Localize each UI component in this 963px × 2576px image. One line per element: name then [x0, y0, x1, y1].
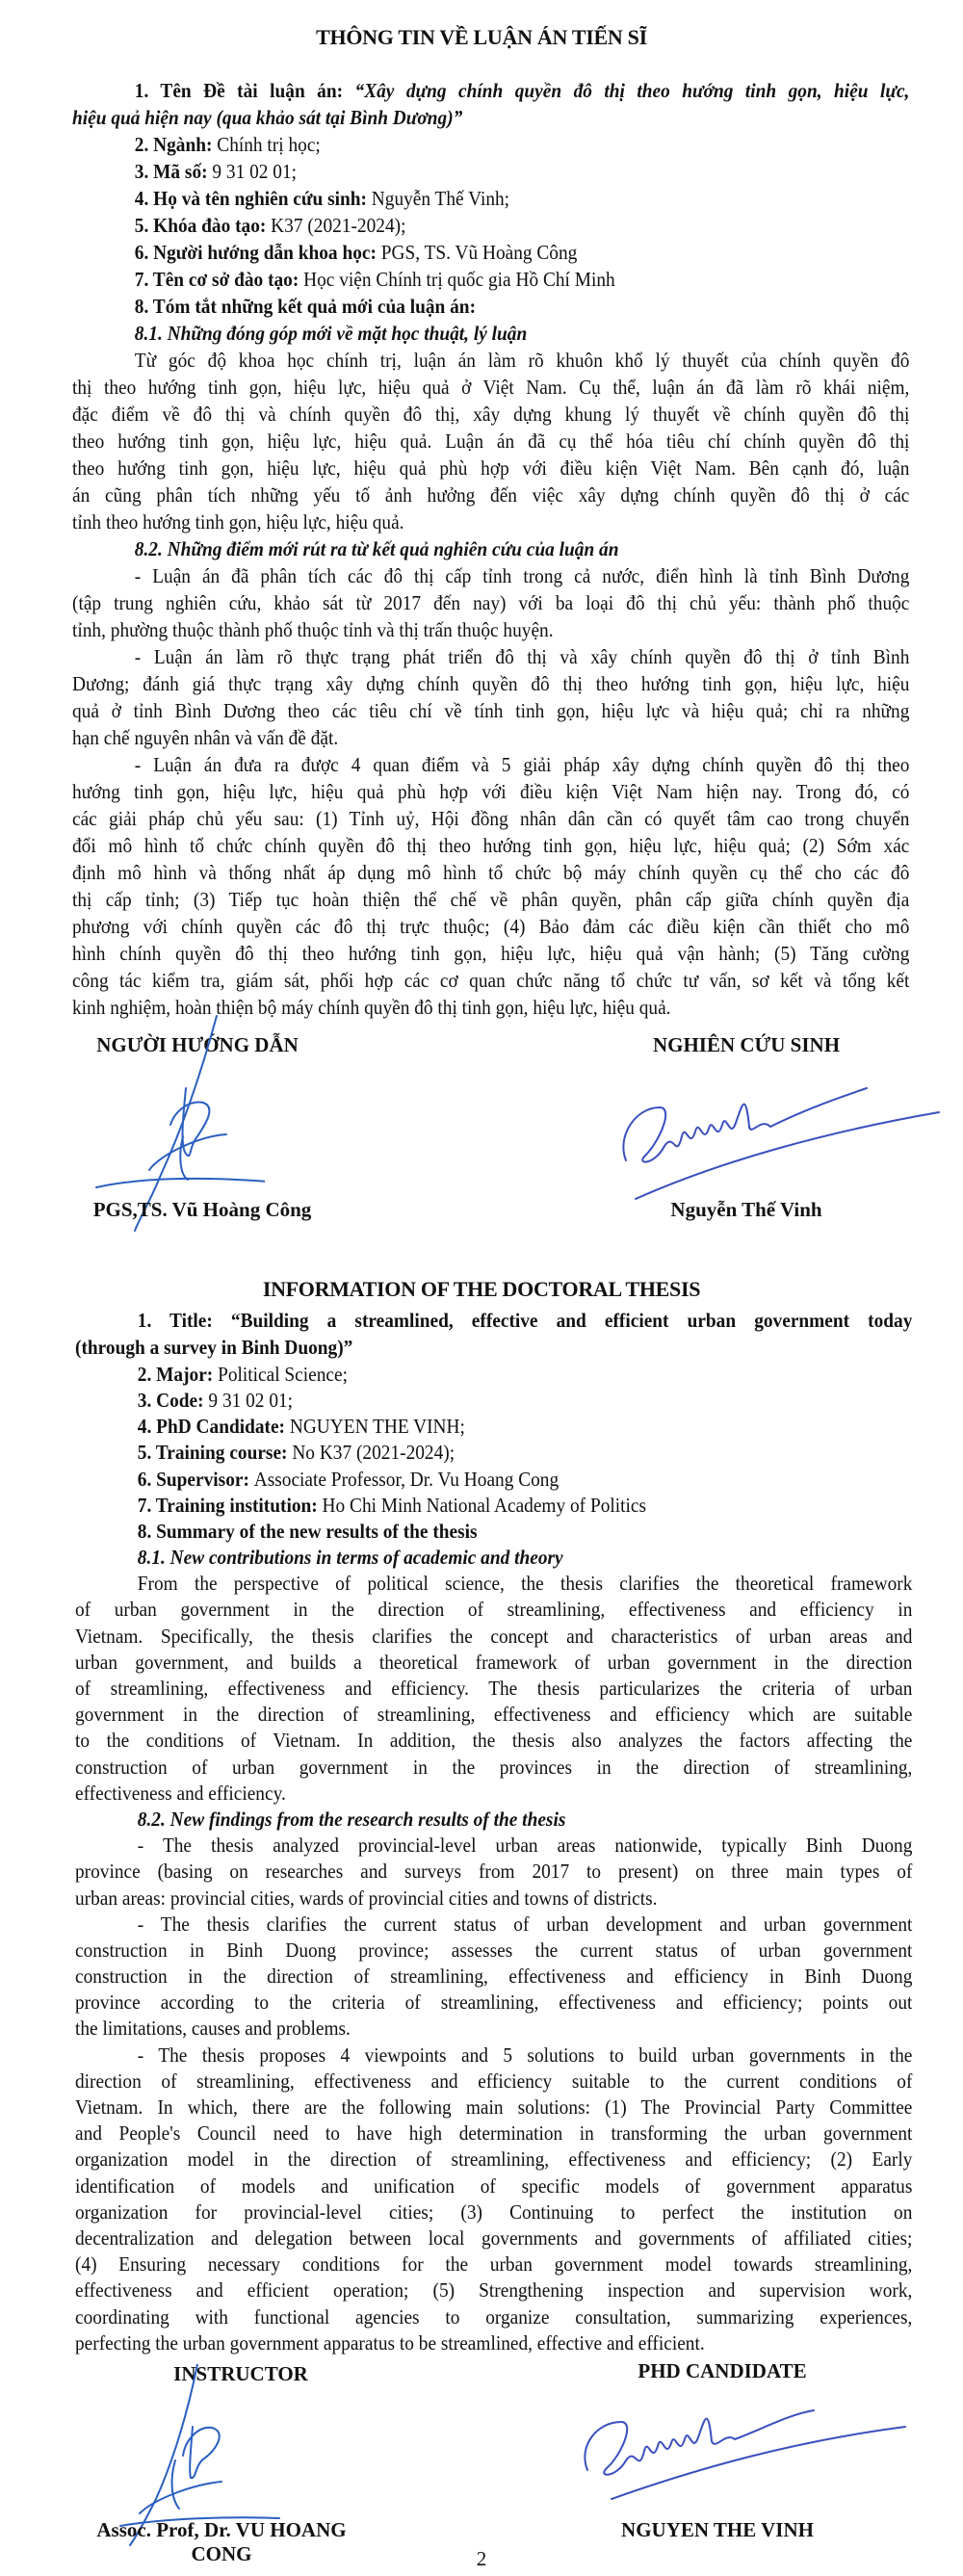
en-item1: 1. Title: “Building a streamlined, effective and efficient urban government today	[137, 1309, 913, 1332]
en-candidate-label: PHD CANDIDATE	[638, 2359, 807, 2382]
vi-s82-paragraph-2	[72, 643, 909, 751]
paragraph-line: the limitations, causes and problems.	[75, 2017, 351, 2041]
en-item1-cont: (through a survey in Binh Duong)”	[75, 1336, 353, 1360]
paragraph-line: - The thesis clarifies the current status of urban development and urban government	[137, 1912, 913, 1936]
en-s82-paragraph-2	[75, 1912, 912, 2043]
paragraph-line: kinh nghiệm, hoàn thiện bộ máy chính quyền đô thị tinh gọn, hiệu lực, hiệu quả.	[72, 996, 671, 1019]
paragraph-line: (4) Ensuring necessary conditions for the urban government model towards streamlining,	[75, 2252, 913, 2277]
paragraph-line: government in the direction of streamlining, effectiveness and efficiency which are suitable	[75, 1703, 913, 1727]
vi-item2: 2. Ngành: Chính trị học;	[134, 133, 321, 156]
paragraph-line: - Luận án làm rõ thực trạng phát triển đô thị và xây chính quyền đô thị ở tỉnh Bình	[134, 645, 910, 668]
paragraph-line: định mô hình và thống nhất áp dụng mô hình tổ chức bộ máy chính quyền cụ thể cho các đô	[72, 861, 910, 884]
paragraph-line: and People's Council need to have high determination in transforming the urban government	[75, 2121, 913, 2146]
paragraph-line: thị cấp tỉnh; (3) Tiếp tục hoàn thiện thể chế về phân quyền, phân cấp giữa chính quyền địa	[72, 888, 910, 911]
paragraph-line: đặc điểm về đô thị và chính quyền đô thị, xây dựng khung lý thuyết về chính quyền đô thị	[72, 403, 910, 426]
paragraph-line: các giải pháp chủ yếu sau: (1) Tỉnh uỷ, Hội đồng nhân dân cần có quyết tâm cao trong chuyển	[72, 807, 910, 830]
en-s82-paragraph-3	[75, 2043, 912, 2356]
en-instructor-name: Assoc. Prof, Dr. VU HOANG CONG	[96, 2518, 347, 2565]
en-candidate-signature	[573, 2393, 920, 2509]
paragraph-line: - Luận án đưa ra được 4 quan điểm và 5 giải pháp xây dựng chính quyền đô thị theo	[134, 753, 910, 776]
paragraph-line: construction in the direction of streamlining, effectiveness and efficiency in Binh Duong	[75, 1965, 913, 1989]
vi-instructor-name: PGS,TS. Vũ Hoàng Công	[92, 1198, 312, 1221]
paragraph-line: án cũng phân tích những yếu tố ảnh hưởng đến việc xây dựng chính quyền đô thị ở các	[72, 483, 910, 507]
vi-s82-heading: 8.2. Những điểm mới rút ra từ kết quả nghiên cứu của luận án	[134, 537, 619, 560]
vi-info-block	[72, 77, 910, 1021]
en-candidate-name: NGUYEN THE VINH	[621, 2518, 814, 2541]
vi-item1: 1. Tên Đề tài luận án: “Xây dựng chính quyền đô thị theo hướng tinh gọn, hiệu lực,	[134, 79, 910, 102]
vi-s82-paragraph-1	[72, 562, 909, 643]
vi-item3: 3. Mã số: 9 31 02 01;	[134, 160, 298, 183]
paragraph-line: đổi mô hình tổ chức chính quyền đô thị theo hướng tinh gọn, hiệu lực, hiệu quả; (2) Sớm xác	[72, 834, 910, 857]
paragraph-line: of urban government in the direction of streamlining, effectiveness and efficiency in	[75, 1598, 913, 1622]
paragraph-line: construction in Binh Duong province; assesses the current status of urban government	[75, 1938, 913, 1962]
en-item8: 8. Summary of the new results of the thesis	[137, 1519, 478, 1543]
paragraph-line: province (basing on researches and surveys from 2017 to present) on three main types of	[75, 1860, 913, 1884]
paragraph-line: direction of streamlining, effectiveness and efficiency suitable to the current conditions of	[75, 2069, 913, 2093]
vi-item6: 6. Người hướng dẫn khoa học: PGS, TS. Vũ Hoàng Công	[134, 241, 578, 264]
vi-item8: 8. Tóm tắt những kết quả mới của luận án:	[134, 295, 477, 318]
vi-s82-paragraph-3	[72, 751, 909, 1021]
en-item4: 4. PhD Candidate: NGUYEN THE VINH;	[137, 1415, 465, 1439]
vi-heading: THÔNG TIN VỀ LUẬN ÁN TIẾN SĨ	[316, 25, 647, 49]
paragraph-line: (tập trung nghiên cứu, khảo sát từ 2017 đến nay) với ba loại đô thị chủ yếu: thành phố thuộc	[72, 591, 910, 614]
en-s81-heading: 8.1. New contributions in terms of academic and theory	[137, 1546, 563, 1570]
en-info-block	[75, 1307, 913, 2356]
en-item7: 7. Training institution: Ho Chi Minh National Academy of Politics	[137, 1493, 647, 1517]
en-item3: 3. Code: 9 31 02 01;	[137, 1388, 294, 1412]
paragraph-line: decentralization and delegation between local governments and governments of affiliated cities;	[75, 2225, 913, 2250]
en-heading: INFORMATION OF THE DOCTORAL THESIS	[262, 1277, 701, 1301]
vi-s81-paragraph	[72, 347, 909, 535]
paragraph-line: construction of urban government in the provinces in the direction of streamlining,	[75, 1755, 913, 1779]
paragraph-line: tỉnh theo hướng tinh gọn, hiệu lực, hiệu quả.	[72, 510, 404, 533]
paragraph-line: identification of models and unification of specific models of government apparatus	[75, 2173, 913, 2198]
paragraph-line: theo hướng tinh gọn, hiệu lực, hiệu quả phù hợp với điều kiện Việt Nam. Bên cạnh đó, luận	[72, 456, 910, 480]
paragraph-line: of streamlining, effectiveness and efficiency. The thesis particularizes the criteria of urban	[75, 1677, 913, 1701]
paragraph-line: urban government, and builds a theoretical framework of urban government in the direction	[75, 1650, 913, 1674]
paragraph-line: Vietnam. In which, there are the following main solutions: (1) The Provincial Party Committee	[75, 2095, 913, 2120]
vi-item5: 5. Khóa đào tạo: K37 (2021-2024);	[134, 214, 406, 237]
vi-instructor-label: NGƯỜI HƯỚNG DẪN	[96, 1033, 299, 1056]
paragraph-line: phương với chính quyền các đô thị trực thuộc; (4) Bảo đảm các điều kiện cần thiết cho mô	[72, 915, 910, 938]
en-item6: 6. Supervisor: Associate Professor, Dr. Vu Hoang Cong	[137, 1467, 560, 1491]
vi-candidate-label: NGHIÊN CỨU SINH	[652, 1033, 841, 1056]
en-s82-heading: 8.2. New findings from the research results of the thesis	[137, 1807, 566, 1831]
paragraph-line: effectiveness and efficiency.	[75, 1781, 286, 1805]
paragraph-line: tỉnh, phường thuộc thành phố thuộc tỉnh và thị trấn thuộc huyện.	[72, 618, 554, 641]
paragraph-line: quả ở tỉnh Bình Dương theo các tiêu chí về tính tinh gọn, hiệu lực và hiệu quả; chỉ ra những	[72, 699, 910, 722]
paragraph-line: - Luận án đã phân tích các đô thị cấp tỉnh trong cả nước, điển hình là tỉnh Bình Dương	[134, 564, 910, 587]
page-number: 2	[476, 2547, 487, 2570]
en-instructor-label: INSTRUCTOR	[173, 2362, 308, 2385]
vi-s81-heading: 8.1. Những đóng góp mới về mặt học thuật, lý luận	[134, 322, 528, 345]
paragraph-line: Từ góc độ khoa học chính trị, luận án làm rõ khuôn khổ lý thuyết của chính quyền đô	[134, 349, 910, 372]
paragraph-line: - The thesis analyzed provincial-level urban areas nationwide, typically Binh Duong	[137, 1834, 913, 1858]
en-item2: 2. Major: Political Science;	[137, 1362, 348, 1386]
en-s81-paragraph	[75, 1571, 912, 1807]
paragraph-line: organization for provincial-level cities; (3) Continuing to perfect the institution on	[75, 2199, 913, 2224]
paragraph-line: theo hướng tinh gọn, hiệu lực, hiệu quả. Luận án đã cụ thể hóa tiêu chí chính quyền đô thị	[72, 429, 910, 453]
en-s82-paragraph-1	[75, 1833, 912, 1912]
vi-candidate-name: Nguyễn Thế Vinh	[670, 1198, 822, 1221]
vi-item7: 7. Tên cơ sở đào tạo: Học viện Chính trị quốc gia Hồ Chí Minh	[134, 268, 615, 291]
paragraph-line: effectiveness and efficient operation; (5) Strengthening inspection and supervision work,	[75, 2278, 913, 2303]
vi-candidate-signature	[607, 1069, 953, 1213]
paragraph-line: From the perspective of political science, the thesis clarifies the theoretical framework	[137, 1572, 913, 1596]
paragraph-line: urban areas: provincial cities, wards of provincial cities and towns of districts.	[75, 1886, 658, 1910]
paragraph-line: organization model in the direction of streamlining, effectiveness and efficiency; (2) Early	[75, 2147, 913, 2172]
paragraph-line: hạn chế nguyên nhân và vấn đề đặt.	[72, 726, 339, 749]
paragraph-line: thị theo hướng tinh gọn, hiệu lực, hiệu quả ở Việt Nam. Cụ thể, luận án đã làm rõ khái niệm,	[72, 376, 910, 399]
paragraph-line: - The thesis proposes 4 viewpoints and 5 solutions to build urban governments in the	[137, 2043, 913, 2067]
vi-item4: 4. Họ và tên nghiên cứu sinh: Nguyễn Thế Vinh;	[134, 187, 510, 210]
paragraph-line: Dương; đánh giá thực trạng xây dựng chính quyền đô thị theo hướng tinh gọn, hiệu lực, hiệu	[72, 672, 910, 695]
vi-item1-cont: hiệu quả hiện nay (qua khảo sát tại Bình Dương)”	[72, 106, 463, 129]
en-item5: 5. Training course: No K37 (2021-2024);	[137, 1441, 455, 1465]
paragraph-line: công tác kiểm tra, giám sát, phối hợp các cơ quan chức năng tổ chức tư vấn, sơ kết và tổng kết	[72, 969, 910, 992]
paragraph-line: perfecting the urban government apparatus to be streamlined, effective and efficient.	[75, 2330, 705, 2355]
paragraph-line: province according to the criteria of streamlining, effectiveness and efficiency; points out	[75, 1991, 913, 2015]
paragraph-line: hình chính quyền đô thị theo hướng tinh gọn, hiệu lực, hiệu quả vận hành; (5) Tăng cường	[72, 942, 910, 965]
paragraph-line: coordinating with functional agencies to organize consultation, summarizing experiences,	[75, 2304, 913, 2329]
paragraph-line: Vietnam. Specifically, the thesis clarifies the concept and characteristics of urban areas and	[75, 1624, 913, 1648]
paragraph-line: hướng tinh gọn, hiệu lực, hiệu quả phù hợp với điều kiện Việt Nam hiện nay. Trong đó, có	[72, 780, 910, 803]
paragraph-line: to the conditions of Vietnam. In addition, the thesis also analyzes the factors affecting the	[75, 1729, 913, 1753]
